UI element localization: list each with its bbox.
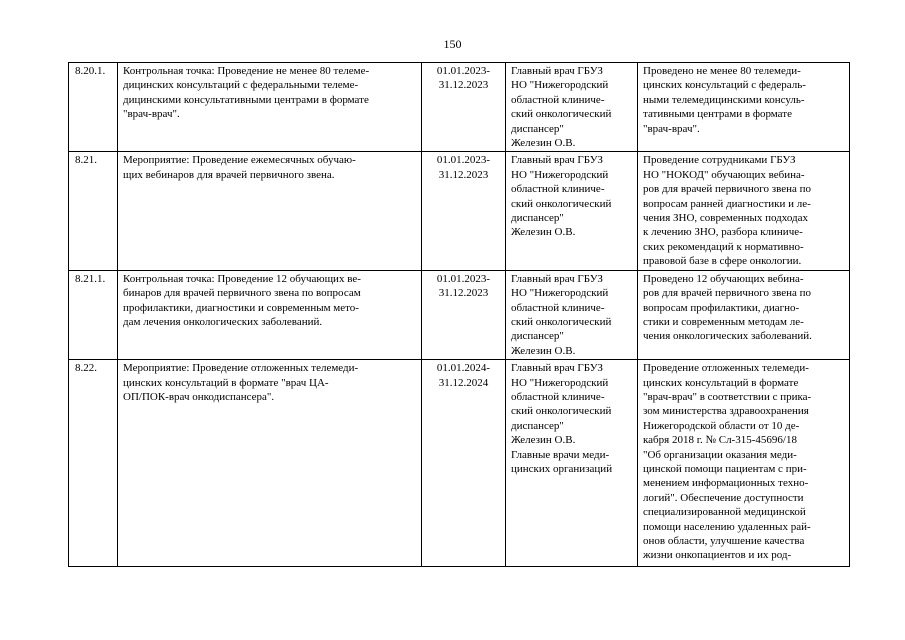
text-line: ский онкологический [511,108,612,121]
text-line: кабря 2018 г. № Сл-315-45696/18 [643,434,797,447]
text-line: Мероприятие: Проведение ежемесячных обучаю- [123,154,356,167]
text-line: дицинскими консультативными центрами в формате [123,93,369,106]
text-line: логий". Обеспечение доступности [643,491,804,504]
table-row [69,63,850,152]
text-line: 01.01.2023- [436,272,491,285]
text-line: Главные врачи меди- [511,448,610,461]
text-line: Мероприятие: Проведение отложенных телемеди- [123,362,359,375]
text-line: Проведение отложенных телемеди- [643,362,809,375]
text-line: Проведено 12 обучающих вебина- [643,272,804,285]
text-line: специализированной медицинской [643,506,806,519]
cell-result [638,63,850,152]
text-line: диспансер" [511,122,564,135]
page-number: 150 [443,37,462,51]
text-line: вопросам ранней диагностики и ле- [643,197,811,210]
text-line: "врач-врач" в соответствии с прика- [643,390,812,403]
text-line: стики и современным методам ле- [643,315,804,328]
text-line: 31.12.2023 [438,79,489,92]
text-line: вопросам профилактики, диагно- [643,301,800,314]
text-line: НО "Нижегородский [511,168,609,181]
text-line: Железин О.В. [511,344,576,357]
cell-period [422,270,506,359]
text-line: диспансер" [511,212,564,225]
text-line: диспансер" [511,330,564,343]
text-line: ский онкологический [511,315,612,328]
text-line: 31.12.2024 [438,376,489,389]
text-line: Главный врач ГБУЗ [511,65,603,77]
cell-result [638,270,850,359]
text-line: диспансер" [511,419,564,432]
table-row [69,270,850,359]
text-line: бинаров для врачей первичного звена по вопросам [123,287,361,300]
text-line: дицинских консультаций с федеральными телеме- [123,79,359,92]
text-line: 01.01.2023- [436,154,491,167]
cell-activity [118,270,422,359]
text-line: зом министерства здравоохранения [643,405,809,418]
text-line: чения онкологических заболеваний. [643,330,812,343]
text-line: менением информационных техно- [643,477,809,490]
text-line: ров для врачей первичного звена по [643,183,812,196]
text-line: НО "НОКОД" обучающих вебина- [643,168,805,181]
table-row [69,152,850,270]
text-line: Нижегородской области от 10 де- [643,419,800,432]
cell-number: 8.21. [69,152,118,270]
cell-number: 8.22. [69,360,118,567]
text-line: 01.01.2023- [436,65,491,77]
text-line: областной клиниче- [511,390,605,403]
text-line: 31.12.2023 [438,287,489,300]
text-line: областной клиниче- [511,183,605,196]
cell-responsible [506,360,638,567]
text-line: НО "Нижегородский [511,376,609,389]
text-line: цинских организаций [511,462,613,475]
text-line: ОП/ПОК-врач онкодиспансера". [123,390,275,403]
text-line: "врач-врач". [123,108,180,121]
text-line: Главный врач ГБУЗ [511,362,603,375]
text-line: "Об организации оказания меди- [643,448,797,461]
text-line: НО "Нижегородский [511,79,609,92]
text-line: жизни онкопациентов и их род- [643,549,792,562]
text-line: Проведено не менее 80 телемеди- [643,65,801,77]
cell-activity [118,63,422,152]
text-line: Главный врач ГБУЗ [511,272,603,285]
text-line: щих вебинаров для врачей первичного звена. [123,168,335,181]
cell-period [422,360,506,567]
text-line: помощи населению удаленных рай- [643,520,811,533]
cell-result [638,360,850,567]
text-line: Главный врач ГБУЗ [511,154,603,167]
text-line: профилактики, диагностики и современным мето- [123,301,359,314]
table-row [69,360,850,567]
text-line: онов области, улучшение качества [643,535,805,547]
cell-activity [118,360,422,567]
text-line: цинской помощи пациентам с при- [643,462,807,475]
text-line: Контрольная точка: Проведение не менее 80 телеме- [123,65,370,77]
text-line: Контрольная точка: Проведение 12 обучающих ве- [123,272,361,285]
text-line: НО "Нижегородский [511,287,609,300]
cell-activity [118,152,422,270]
cell-responsible [506,63,638,152]
text-line: Железин О.В. [511,137,576,150]
text-line: Проведение сотрудниками ГБУЗ [643,154,796,167]
text-line: 01.01.2024- [436,362,491,375]
cell-number: 8.21.1. [69,270,118,359]
text-line: цинских консультаций в формате "врач ЦА- [123,376,329,389]
text-line: ских рекомендаций к нормативно- [643,240,804,253]
text-line: 31.12.2023 [438,168,489,181]
cell-period [422,63,506,152]
text-line: ными телемедицинскими консуль- [643,93,805,106]
action-plan-table [68,62,850,567]
cell-period [422,152,506,270]
text-line: к лечению ЗНО, разбора клиниче- [643,226,803,239]
cell-responsible [506,270,638,359]
text-line: правовой базе в сфере онкологии. [643,255,802,268]
text-line: дам лечения онкологических заболеваний. [123,315,323,328]
text-line: ский онкологический [511,197,612,210]
text-line: тативными центрами в формате [643,108,792,121]
text-line: цинских консультаций с федераль- [643,79,806,92]
cell-result [638,152,850,270]
cell-responsible [506,152,638,270]
text-line: областной клиниче- [511,93,605,106]
text-line: цинских консультаций в формате [643,376,799,389]
table-body [69,63,850,567]
text-line: областной клиниче- [511,301,605,314]
text-line: ский онкологический [511,405,612,418]
text-line: "врач-врач". [643,122,700,135]
text-line: Железин О.В. [511,434,576,447]
text-line: ров для врачей первичного звена по [643,287,812,300]
text-line: Железин О.В. [511,226,576,239]
cell-number: 8.20.1. [69,63,118,152]
text-line: чения ЗНО, современных подходах [643,212,809,225]
